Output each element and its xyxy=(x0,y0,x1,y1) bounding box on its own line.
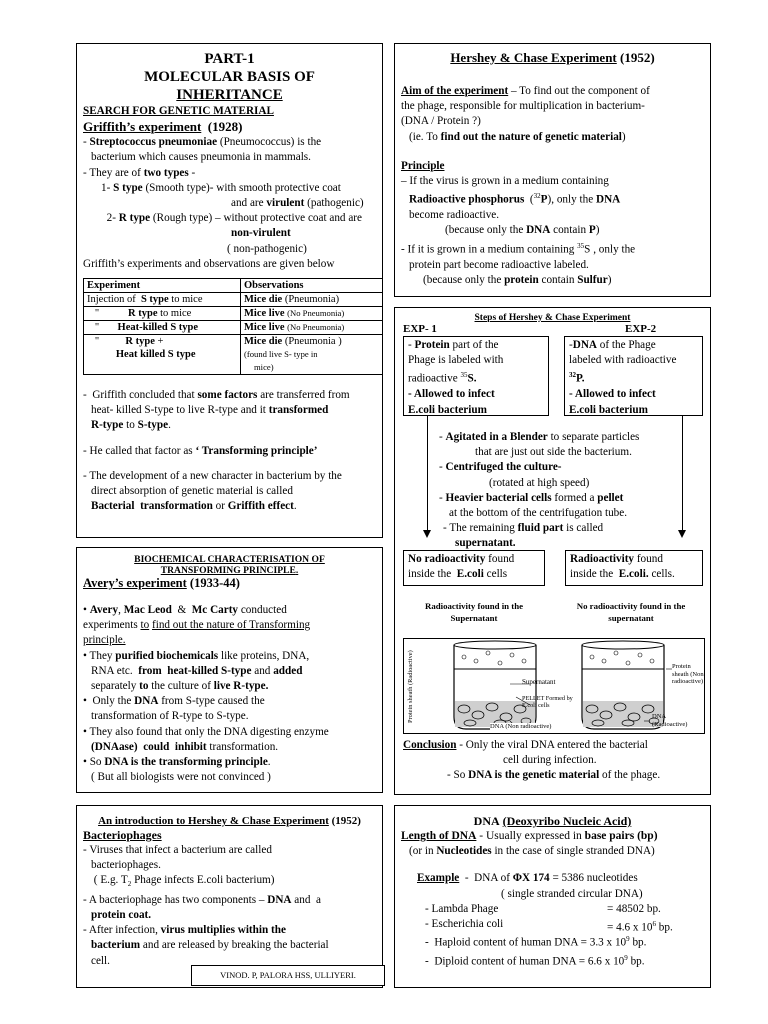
text-line: become radioactive. xyxy=(409,209,500,222)
text-line: No radioactivity found xyxy=(408,553,515,565)
table-row: " R type + Heat killed S type Mice die (Pneumonia ) (found live S- type in mice) xyxy=(84,335,383,375)
result2-box xyxy=(565,550,703,586)
text-line: Phage is labeled with xyxy=(408,354,504,367)
text-line: • Avery, Mac Leod & Mc Carty conducted xyxy=(83,604,287,616)
part1-box xyxy=(76,43,383,538)
text-line: Radioactivity found xyxy=(570,553,663,565)
griffith-heading: Griffith’s experiment (1928) xyxy=(83,119,243,135)
text-line: - Streptococcus pneumoniae (Pneumococcus) is the xyxy=(83,136,322,149)
length-line: Length of DNA - Usually expressed in base pairs (bp) xyxy=(401,830,658,842)
supernatant-result2: No radioactivity found in the supernatant xyxy=(576,601,686,623)
text-line: • They purified biochemicals like proteins, DNA, xyxy=(83,649,310,662)
avery-heading: Avery’s experiment (1933-44) xyxy=(83,576,240,590)
text-line: - Heavier bacterial cells formed a pellet xyxy=(439,491,624,504)
dna-heading: DNA (Deoxyribo Nucleic Acid) xyxy=(473,814,632,828)
text-line: non-virulent xyxy=(231,227,291,240)
text-line: - Protein part of the xyxy=(408,339,499,351)
text-line: labeled with radioactive xyxy=(569,354,677,367)
dna-item: - Haploid content of human DNA = 3.3 x $10^9$ bp. xyxy=(425,935,647,949)
text-line: Bacterial transformation or Griffith effect. xyxy=(91,500,297,513)
text-line: (DNAase) could inhibit transformation. xyxy=(91,740,279,753)
text-line: cell. xyxy=(91,954,110,967)
text-line: - Viruses that infect a bacterium are called xyxy=(83,844,272,856)
text-line: (ie. To find out the nature of genetic material) xyxy=(409,130,626,143)
text-line: $^{32}$P. xyxy=(569,371,585,386)
table-row: " Heat-killed S type Mice live (No Pneumonia) xyxy=(84,321,383,335)
text-line: - Griffith concluded that some factors are transferred from xyxy=(83,389,350,401)
page-title-line1: MOLECULAR BASIS OF xyxy=(144,69,315,85)
text-line: inside the E.coli. cells. xyxy=(570,568,675,581)
text-line: protein coat. xyxy=(91,909,152,922)
text-line: bacterium and are released by breaking the bacterial xyxy=(91,939,329,952)
text-line: (or in Nucleotides in the case of single stranded DNA) xyxy=(409,845,655,858)
hershey-box xyxy=(394,43,711,297)
intro-box xyxy=(76,805,383,988)
text-line: - The development of a new character in bacterium by the xyxy=(83,469,342,482)
text-line: R-type to S-type. xyxy=(91,419,171,432)
text-line: E.coli bacterium xyxy=(408,403,487,416)
text-line: – If the virus is grown in a medium containing xyxy=(401,175,609,188)
text-line: ( non-pathogenic) xyxy=(227,242,307,255)
text-line: Griffith’s experiments and observations are given below xyxy=(83,257,335,270)
text-line: cell during infection. xyxy=(503,754,597,767)
text-line: - So DNA is the genetic material of the phage. xyxy=(447,769,661,782)
dna-item: - Lambda Phage = 48502 bp. xyxy=(425,902,661,915)
text-line: ( But all biologists were not convinced ) xyxy=(91,771,271,784)
arrow-down-icon xyxy=(423,530,431,538)
text-line: (because only the DNA contain P) xyxy=(445,224,600,237)
example-line: Example - DNA of ΦX 174 = 5386 nucleotides xyxy=(417,872,638,885)
text-line: - They are of two types - xyxy=(83,166,196,179)
label-protein-sheath-nonrad: Protein sheath (Non radioactive) xyxy=(672,663,704,685)
centrifuge-figure xyxy=(403,638,705,734)
dna-box xyxy=(394,805,711,988)
table-row: Injection of S type to mice Mice die (Pneumonia) xyxy=(84,293,383,307)
principle-label: Principle xyxy=(401,159,445,172)
text-line: at the bottom of the centrifugation tube. xyxy=(449,507,628,520)
page-title-line2: INHERITANCE xyxy=(176,87,283,103)
dna-item: - Diploid content of human DNA = 6.6 x $10^9$ bp. xyxy=(425,954,645,968)
steps-box xyxy=(394,307,711,795)
text-line: inside the E.coli cells xyxy=(408,568,508,581)
text-line: - A bacteriophage has two components – DNA and a xyxy=(83,893,322,906)
griffith-table xyxy=(83,278,383,375)
aim-line: Aim of the experiment – To find out the component of xyxy=(401,85,650,97)
table-row: " R type to mice Mice live (No Pneumonia) xyxy=(84,307,383,321)
text-line: ( E.g. $T_2$ Phage infects E.coli bacterium) xyxy=(91,874,275,889)
label-dna-rad: DNA (Radioactive) xyxy=(652,713,688,728)
label-dna-nonrad: DNA (Non radioactive) xyxy=(490,723,552,730)
result1-box xyxy=(403,550,545,586)
text-line: 2- R type (Rough type) – without protective coat and are xyxy=(101,212,362,225)
text-line: radioactive $^{35}$S. xyxy=(408,371,477,386)
text-line: - He called that factor as ‘ Transforming principle’ xyxy=(83,444,318,457)
exp1-label: EXP- 1 xyxy=(403,323,437,335)
text-line: • They also found that only the DNA digesting enzyme xyxy=(83,725,329,738)
text-line: that are just out side the bacterium. xyxy=(475,446,632,459)
footer-credit: VINOD. P, PALORA HSS, ULLIYERI. xyxy=(191,965,385,986)
hershey-heading: Hershey & Chase Experiment (1952) xyxy=(450,50,655,65)
text-line: (DNA / Protein ?) xyxy=(401,115,481,128)
text-line: 1- S type (Smooth type)- with smooth protective coat xyxy=(101,181,341,194)
text-line: bacterium which causes pneumonia in mammals. xyxy=(91,151,311,164)
section-subtitle: SEARCH FOR GENETIC MATERIAL xyxy=(83,105,274,117)
text-line: heat- killed S-type to live R-type and it transformed xyxy=(91,404,329,417)
table-header-row: Experiment Observations xyxy=(84,279,383,293)
label-pellet: PELLET Formed by E.coli cells xyxy=(522,695,573,709)
text-line: E.coli bacterium xyxy=(569,403,648,416)
text-line: - Allowed to infect xyxy=(569,388,656,401)
intro-heading: An introduction to Hershey & Chase Experiment (1952) xyxy=(98,815,361,827)
text-line: Radioactive phosphorus ($^{32}$P), only the DNA xyxy=(409,192,621,206)
text-line: - After infection, virus multiplies within the xyxy=(83,924,286,937)
label-supernatant: Supernatant xyxy=(522,678,556,686)
text-line: • So DNA is the transforming principle. xyxy=(83,756,271,769)
text-line: -DNA of the Phage xyxy=(569,339,656,351)
label-protein-sheath-rad: Protein sheath (Radioactive) xyxy=(407,650,414,724)
text-line: separately to the culture of live R-type. xyxy=(91,680,269,693)
text-line: - The remaining fluid part is called xyxy=(443,522,604,535)
exp2-box xyxy=(564,336,703,416)
text-line: protein part become radioactive labeled. xyxy=(409,258,589,271)
text-line: the phage, responsible for multiplication in bacterium- xyxy=(401,100,645,113)
text-line: RNA etc. from heat-killed S-type and added xyxy=(91,664,303,677)
text-line: experiments to find out the nature of Transforming xyxy=(83,619,311,632)
steps-heading: Steps of Hershey & Chase Experiment xyxy=(474,313,631,323)
text-line: principle. xyxy=(83,634,126,647)
biochem-heading-2: TRANSFORMING PRINCIPLE. xyxy=(160,565,299,576)
exp1-box xyxy=(403,336,549,416)
text-line: and are virulent (pathogenic) xyxy=(231,197,364,210)
conclusion-line: Conclusion - Only the viral DNA entered the bacterial xyxy=(403,739,648,751)
biochem-heading: BIOCHEMICAL CHARACTERISATION OF xyxy=(134,554,325,565)
arrow-line xyxy=(427,416,428,530)
text-line: - Agitated in a Blender to separate particles xyxy=(439,431,640,443)
text-line: ( single stranded circular DNA) xyxy=(501,887,643,900)
part-label: PART-1 xyxy=(204,51,255,67)
exp2-label: EXP-2 xyxy=(625,323,657,335)
text-line: - If it is grown in a medium containing $^{35}$S , only the xyxy=(401,241,636,256)
biochem-box xyxy=(76,547,383,793)
text-line: (because only the protein contain Sulfur) xyxy=(423,273,612,286)
text-line: bacteriophages. xyxy=(91,859,161,872)
text-line: direct absorption of genetic material is called xyxy=(91,485,293,498)
text-line: - Allowed to infect xyxy=(408,388,495,401)
dna-item: - Escherichia coli = 4.6 x $10^6$ bp. xyxy=(425,918,673,934)
text-line: supernatant. xyxy=(455,537,516,550)
supernatant-result1: Radioactivity found in the Supernatant xyxy=(425,601,523,623)
text-line: • Only the DNA from S-type caused the xyxy=(83,695,265,708)
bacteriophages-heading: Bacteriophages xyxy=(83,828,162,842)
text-line: transformation of R-type to S-type. xyxy=(91,710,249,723)
text-line: (rotated at high speed) xyxy=(489,476,590,489)
text-line: - Centrifuged the culture- xyxy=(439,461,562,474)
